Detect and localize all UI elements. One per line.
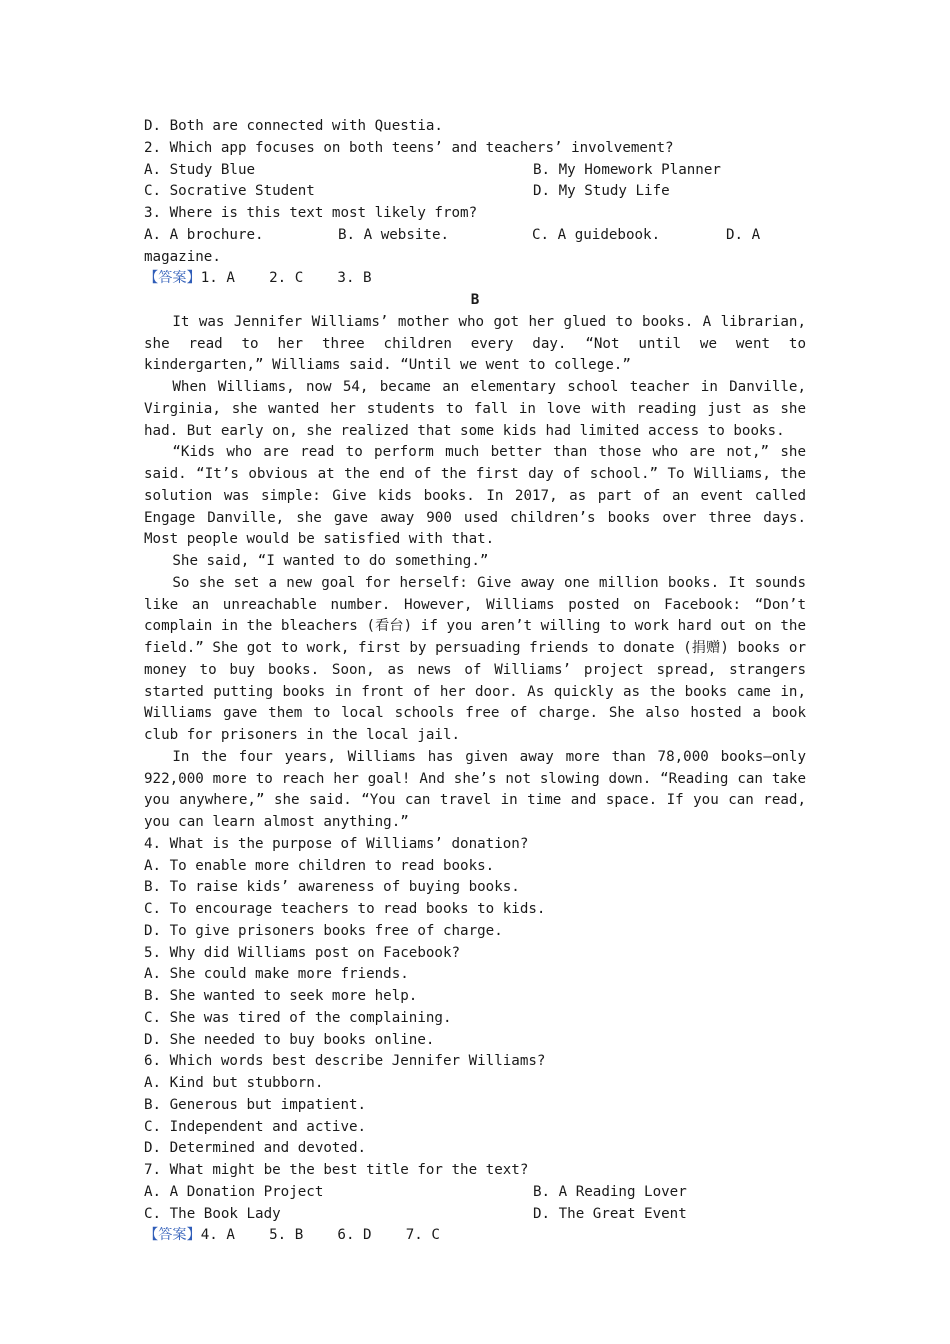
- answer-key-a: [144, 268, 806, 290]
- q2-options-row-1: [144, 160, 806, 182]
- passage-paragraph-4: She said, “I wanted to do something.”: [172, 553, 489, 569]
- q7-question: 7. What might be the best title for the text?: [144, 1162, 529, 1178]
- q7-option-a: A. A Donation Project: [144, 1183, 324, 1200]
- passage-paragraph-1: It was Jennifer Williams’ mother who got her glued to books. A librarian, she read to her three children every day. “Not until we went to kindergarten,” Williams said. “Until we went to college.”: [144, 313, 806, 374]
- answer-values: 1. A 2. C 3. B: [200, 270, 372, 287]
- q3-option-b: B. A website.: [338, 226, 450, 243]
- document-content: [144, 116, 806, 1247]
- q3-question: 3. Where is this text most likely from?: [144, 205, 478, 221]
- q2-option-d: D. My Study Life: [533, 183, 670, 200]
- q7-option-b: B. A Reading Lover: [533, 1183, 687, 1200]
- q5-option-c: C. She was tired of the complaining.: [144, 1009, 452, 1026]
- passage-paragraph-5: So she set a new goal for herself: Give away one million books. It sounds like an unreachable number. However, Williams posted on Facebook: “Don’t complain in the bleachers (看台) if you aren’t willing to work hard out on the field.” She got to work, first by persuading friends to donate (捐赠) books or money to buy books. Soon, as news of Williams’ project spread, strangers started putting books in front of her door. As quickly as the books came in, Williams gave them to local schools free of charge. She also hosted a book club for prisoners in the local jail.: [144, 574, 806, 743]
- answer-key-b: [144, 1225, 806, 1247]
- q3-option-d-wrap: magazine.: [144, 248, 221, 265]
- q7-options-row-2: [144, 1204, 806, 1226]
- q1-option-d: D. Both are connected with Questia.: [144, 118, 443, 134]
- q5-option-d: D. She needed to buy books online.: [144, 1031, 435, 1048]
- q6-question: 6. Which words best describe Jennifer Williams?: [144, 1053, 546, 1070]
- answer-tag: 【答案】: [144, 270, 201, 287]
- passage-paragraph-3: “Kids who are read to perform much better than those who are not,” she said. “It’s obvious at the end of the first day of school.” To Williams, the solution was simple: Give kids books. In 2017, as part of an event called Engage Danville, she gave away 900 used children’s books over three days. Most people would be satisfied with that.: [144, 444, 806, 548]
- q3-option-c: C. A guidebook.: [532, 226, 661, 243]
- q6-option-d: D. Determined and devoted.: [144, 1140, 367, 1157]
- q6-option-b: B. Generous but impatient.: [144, 1096, 367, 1113]
- q4-option-c: C. To encourage teachers to read books to kids.: [144, 901, 546, 917]
- q3-options-row: [144, 225, 806, 247]
- q5-question: 5. Why did Williams post on Facebook?: [144, 944, 461, 961]
- q3-option-d: D. A: [726, 226, 761, 243]
- q7-option-c: C. The Book Lady: [144, 1205, 281, 1222]
- q6-option-a: A. Kind but stubborn.: [144, 1075, 324, 1091]
- q6-option-c: C. Independent and active.: [144, 1118, 367, 1135]
- q5-option-a: A. She could make more friends.: [144, 966, 409, 983]
- q7-options-row-1: [144, 1182, 806, 1204]
- q4-option-d: D. To give prisoners books free of charge.: [144, 922, 503, 939]
- q5-option-b: B. She wanted to seek more help.: [144, 988, 418, 1004]
- passage-paragraph-6: In the four years, Williams has given away more than 78,000 books—only 922,000 more to reach her goal! And she’s not slowing down. “Reading can take you anywhere,” she said. “You can travel in time and space. If you can read, you can learn almost anything.”: [144, 748, 806, 830]
- q2-option-a: A. Study Blue: [144, 161, 256, 178]
- q2-question: 2. Which app focuses on both teens’ and teachers’ involvement?: [144, 139, 674, 156]
- q4-option-a: A. To enable more children to read books.: [144, 857, 495, 874]
- section-heading-b: B: [470, 292, 480, 308]
- q3-option-a: A. A brochure.: [144, 226, 264, 243]
- q2-option-c: C. Socrative Student: [144, 183, 315, 200]
- answer-tag: 【答案】: [144, 1227, 201, 1244]
- passage-paragraph-2: When Williams, now 54, became an elementary school teacher in Danville, Virginia, she wanted her students to fall in love with reading just as she had. But early on, she realized that some kids had limited access to books.: [144, 379, 806, 439]
- q2-options-row-2: [144, 181, 806, 203]
- q2-option-b: B. My Homework Planner: [533, 161, 721, 178]
- q4-question: 4. What is the purpose of Williams’ donation?: [144, 835, 529, 852]
- q7-option-d: D. The Great Event: [533, 1205, 687, 1222]
- q4-option-b: B. To raise kids’ awareness of buying books.: [144, 879, 520, 896]
- answer-values: 4. A 5. B 6. D 7. C: [200, 1227, 440, 1244]
